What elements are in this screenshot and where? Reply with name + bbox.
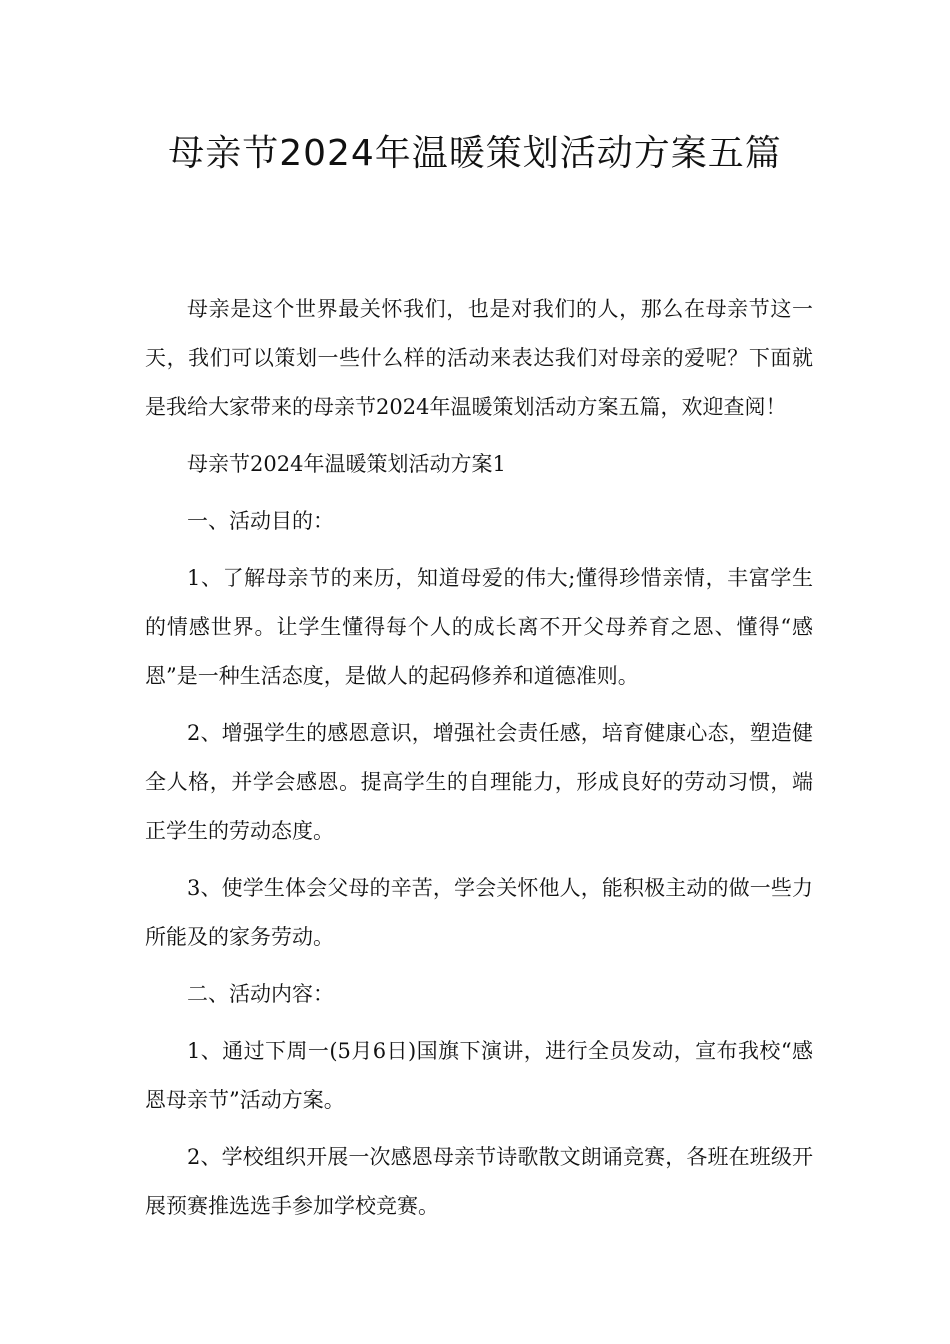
document-title: 母亲节2024年温暖策划活动方案五篇	[168, 133, 782, 174]
purpose-item-3: 3、使学生体会父母的辛苦，学会关怀他人，能积极主动的做一些力所能及的家务劳动。	[145, 876, 813, 949]
document-body	[145, 285, 813, 1239]
plan-heading: 母亲节2024年温暖策划活动方案1	[187, 452, 506, 476]
section-heading-purpose: 一、活动目的：	[187, 509, 334, 533]
content-item-1: 1、通过下周一(5月6日)国旗下演讲，进行全员发动，宣布我校“感恩母亲节”活动方案。	[145, 1039, 813, 1112]
purpose-item-2: 2、增强学生的感恩意识，增强社会责任感，培育健康心态，塑造健全人格，并学会感恩。提高学生的自理能力，形成良好的劳动习惯，端正学生的劳动态度。	[145, 721, 813, 843]
intro-paragraph: 母亲是这个世界最关怀我们，也是对我们的人，那么在母亲节这一天，我们可以策划一些什么样的活动来表达我们对母亲的爱呢？下面就是我给大家带来的母亲节2024年温暖策划活动方案五篇，欢迎查阅！	[145, 297, 813, 419]
purpose-item-1: 1、了解母亲节的来历，知道母爱的伟大;懂得珍惜亲情，丰富学生的情感世界。让学生懂得每个人的成长离不开父母养育之恩、懂得“感恩”是一种生活态度，是做人的起码修养和道德准则。	[145, 566, 813, 688]
content-item-2: 2、学校组织开展一次感恩母亲节诗歌散文朗诵竞赛，各班在班级开展预赛推选选手参加学校竞赛。	[145, 1145, 813, 1218]
section-heading-content: 二、活动内容：	[187, 982, 334, 1006]
